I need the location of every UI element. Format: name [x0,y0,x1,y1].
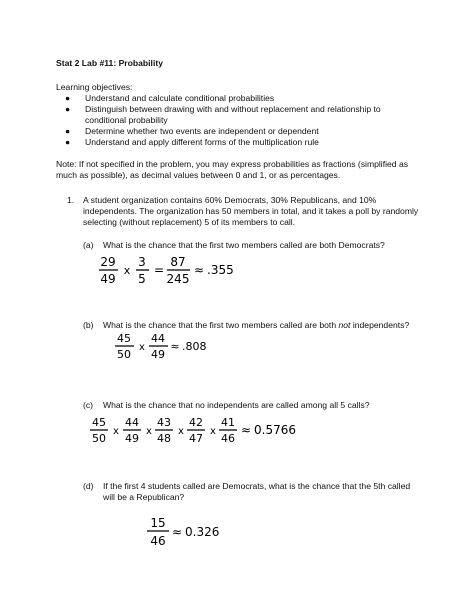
fraction-numerator: 87 [170,255,186,269]
part-d-question-line-2: will be a Republican? [103,492,185,502]
part-c-handwritten-work [88,413,388,449]
part-d-question-line-1: If the first 4 students called are Democrats, what is the chance that the 5th called [103,481,411,491]
part-d-label: (d) [83,481,94,491]
fraction-denominator: 49 [100,272,116,286]
fraction-denominator: 47 [189,432,203,445]
note-line-1: Note: If not specified in the problem, you may express probabilities as fractions (simplified as [56,159,409,169]
result-value: .355 [207,263,234,277]
times-sign: x [178,426,184,437]
equals-sign: = [153,263,165,277]
fraction-numerator: 45 [92,416,106,429]
result-value: 0.5766 [254,423,296,437]
fraction-denominator: 49 [151,348,165,361]
approx-sign: ≈ [171,525,183,539]
fraction-denominator: 5 [138,272,146,286]
result-value: .808 [182,340,207,353]
times-sign: x [210,426,216,437]
approx-sign: ≈ [193,263,205,277]
part-a-handwritten-work [96,252,336,288]
objective-item-continued: conditional probability [85,115,168,125]
objectives-heading: Learning objectives: [56,82,133,92]
fraction-numerator: 42 [189,416,203,429]
fraction-denominator: 245 [166,272,190,286]
fraction-numerator: 29 [100,255,116,269]
approx-sign: ≈ [240,423,252,437]
fraction-denominator: 50 [92,432,106,445]
part-b-handwritten-work [112,330,312,364]
fraction-numerator: 3 [138,255,146,269]
fraction-numerator: 44 [151,332,165,345]
times-sign: x [123,264,131,277]
problem-number: 1. [67,195,75,205]
times-sign: x [146,426,152,437]
bullet-icon: ● [65,93,71,103]
objective-item: ● Understand and apply different forms of the multiplication rule [65,137,319,147]
objective-item: ● Understand and calculate conditional probabilities [65,93,275,103]
part-a-label: (a) [83,240,94,250]
fraction-denominator: 46 [221,432,235,445]
bullet-icon: ● [65,104,71,114]
result-value: 0.326 [185,525,220,539]
note-line-2: much as possible), as decimal values between 0 and 1, or as percentages. [56,170,341,180]
part-d-handwritten-work [144,512,264,552]
fraction-numerator: 15 [150,516,166,530]
bullet-icon: ● [65,137,71,147]
part-c-label: (c) [83,400,94,410]
problem-text-line: A student organization contains 60% Democrats, 30% Republicans, and 10% [83,195,377,205]
part-b-label: (b) [83,320,94,330]
fraction-denominator: 46 [150,534,166,548]
fraction-denominator: 48 [157,432,171,445]
problem-text-line: selecting (without replacement) 5 of its members to call. [83,217,296,227]
approx-sign: ≈ [170,340,180,353]
fraction-numerator: 44 [125,416,139,429]
objective-item: ● Distinguish between drawing with and without replacement and relationship to [65,104,381,114]
part-a-question: What is the chance that the first two members called are both Democrats? [103,240,385,250]
fraction-numerator: 45 [117,332,131,345]
part-b-question: What is the chance that the first two members called are both not independents? [103,320,410,330]
fraction-denominator: 49 [125,432,139,445]
objectives-list [56,93,456,148]
objective-item: ● Determine whether two events are independent or dependent [65,126,319,136]
fraction-numerator: 41 [221,416,235,429]
fraction-numerator: 43 [157,416,171,429]
page-title: Stat 2 Lab #11: Probability [56,58,163,68]
bullet-icon: ● [65,126,71,136]
times-sign: x [113,426,119,437]
fraction-denominator: 50 [117,348,131,361]
times-sign: x [139,342,145,353]
problem-text-line: independents. The organization has 50 members in total, and it takes a poll by randomly [83,206,419,216]
part-c-question: What is the chance that no independents are called among all 5 calls? [103,400,370,410]
